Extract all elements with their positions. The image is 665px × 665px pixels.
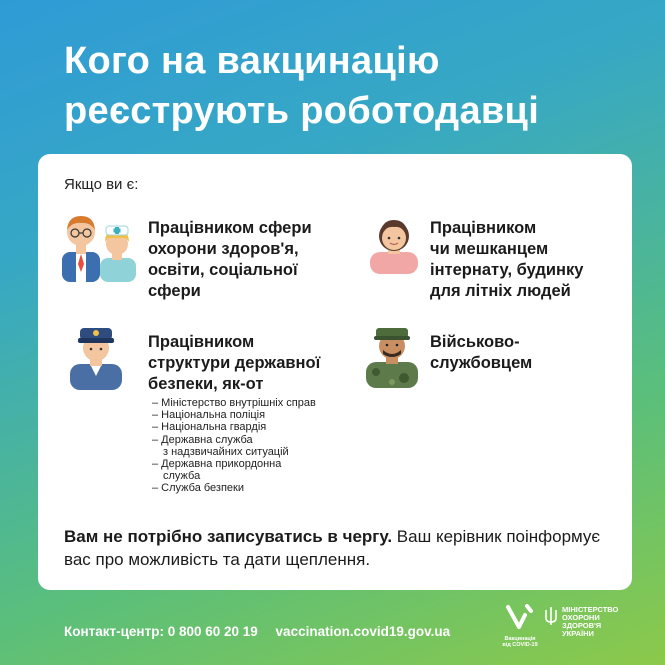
list-item: – Служба безпеки bbox=[152, 482, 244, 495]
item-2-line-4: для літніх людей bbox=[430, 282, 571, 300]
doctor-nurse-icon bbox=[60, 212, 140, 282]
item-boarding-elderly bbox=[430, 218, 583, 302]
list-item: – Державна служба з надзвичайних ситуацій bbox=[152, 433, 289, 458]
item-1-line-3: освіти, соціальної bbox=[148, 261, 298, 279]
ministry-line-4: УКРАЇНИ bbox=[562, 629, 594, 638]
trident-icon bbox=[545, 606, 557, 626]
vaccination-logo bbox=[500, 603, 540, 648]
ministry-logo bbox=[545, 606, 622, 638]
logo-caption-1: Вакцинація bbox=[504, 636, 536, 642]
item-2-line-3: інтернату, будинку bbox=[430, 261, 584, 279]
item-2-line-1: Працівником bbox=[430, 219, 537, 237]
notice-rest: Ваш керівник поінформує вас про можливість та дати щеплення. bbox=[64, 527, 601, 569]
ministry-line-1: МІНІСТЕРСТВО bbox=[562, 605, 619, 614]
logo-caption-2: від COVID-19 bbox=[502, 642, 538, 648]
list-item: – Міністерство внутрішніх справ bbox=[152, 397, 316, 409]
notice-text bbox=[64, 525, 614, 571]
title-line-1: Кого на вакцинацію bbox=[64, 40, 440, 82]
item-4-line-2: службовцем bbox=[430, 354, 533, 372]
item-2-line-2: чи мешканцем bbox=[430, 240, 549, 258]
security-agencies-list bbox=[152, 397, 316, 495]
contact-center: Контакт-центр: 0 800 60 20 19 bbox=[64, 624, 258, 639]
police-officer-icon bbox=[68, 320, 124, 390]
item-3-line-3: безпеки, як-от bbox=[148, 375, 264, 393]
footer bbox=[64, 624, 450, 639]
item-state-security bbox=[148, 332, 320, 395]
item-4-line-1: Військово- bbox=[430, 333, 520, 351]
ministry-line-2: ОХОРОНИ bbox=[562, 613, 600, 622]
info-card bbox=[38, 154, 632, 590]
list-item: – Національна гвардія bbox=[152, 421, 267, 434]
website-link[interactable]: vaccination.covid19.gov.ua bbox=[275, 624, 451, 639]
item-military bbox=[430, 332, 532, 374]
page-title bbox=[64, 36, 624, 136]
notice-bold: Вам не потрібно записуватись в чергу. bbox=[64, 527, 393, 546]
item-1-line-1: Працівником сфери bbox=[148, 219, 312, 237]
list-item: – Національна поліція bbox=[152, 409, 266, 422]
item-3-line-2: структури державної bbox=[148, 354, 321, 372]
item-3-line-1: Працівником bbox=[148, 333, 255, 351]
item-1-line-2: охорони здоров'я, bbox=[148, 240, 299, 258]
list-item: – Державна прикордонна служба bbox=[152, 458, 282, 483]
vaccination-v-icon bbox=[505, 603, 535, 631]
item-healthcare-education bbox=[148, 218, 312, 302]
title-line-2: реєструють роботодавці bbox=[64, 90, 540, 132]
intro-text: Якщо ви є: bbox=[64, 176, 139, 193]
elderly-woman-icon bbox=[366, 212, 422, 274]
item-1-line-4: сфери bbox=[148, 282, 201, 300]
ministry-line-3: ЗДОРОВ'Я bbox=[562, 621, 602, 630]
soldier-icon bbox=[364, 322, 420, 388]
